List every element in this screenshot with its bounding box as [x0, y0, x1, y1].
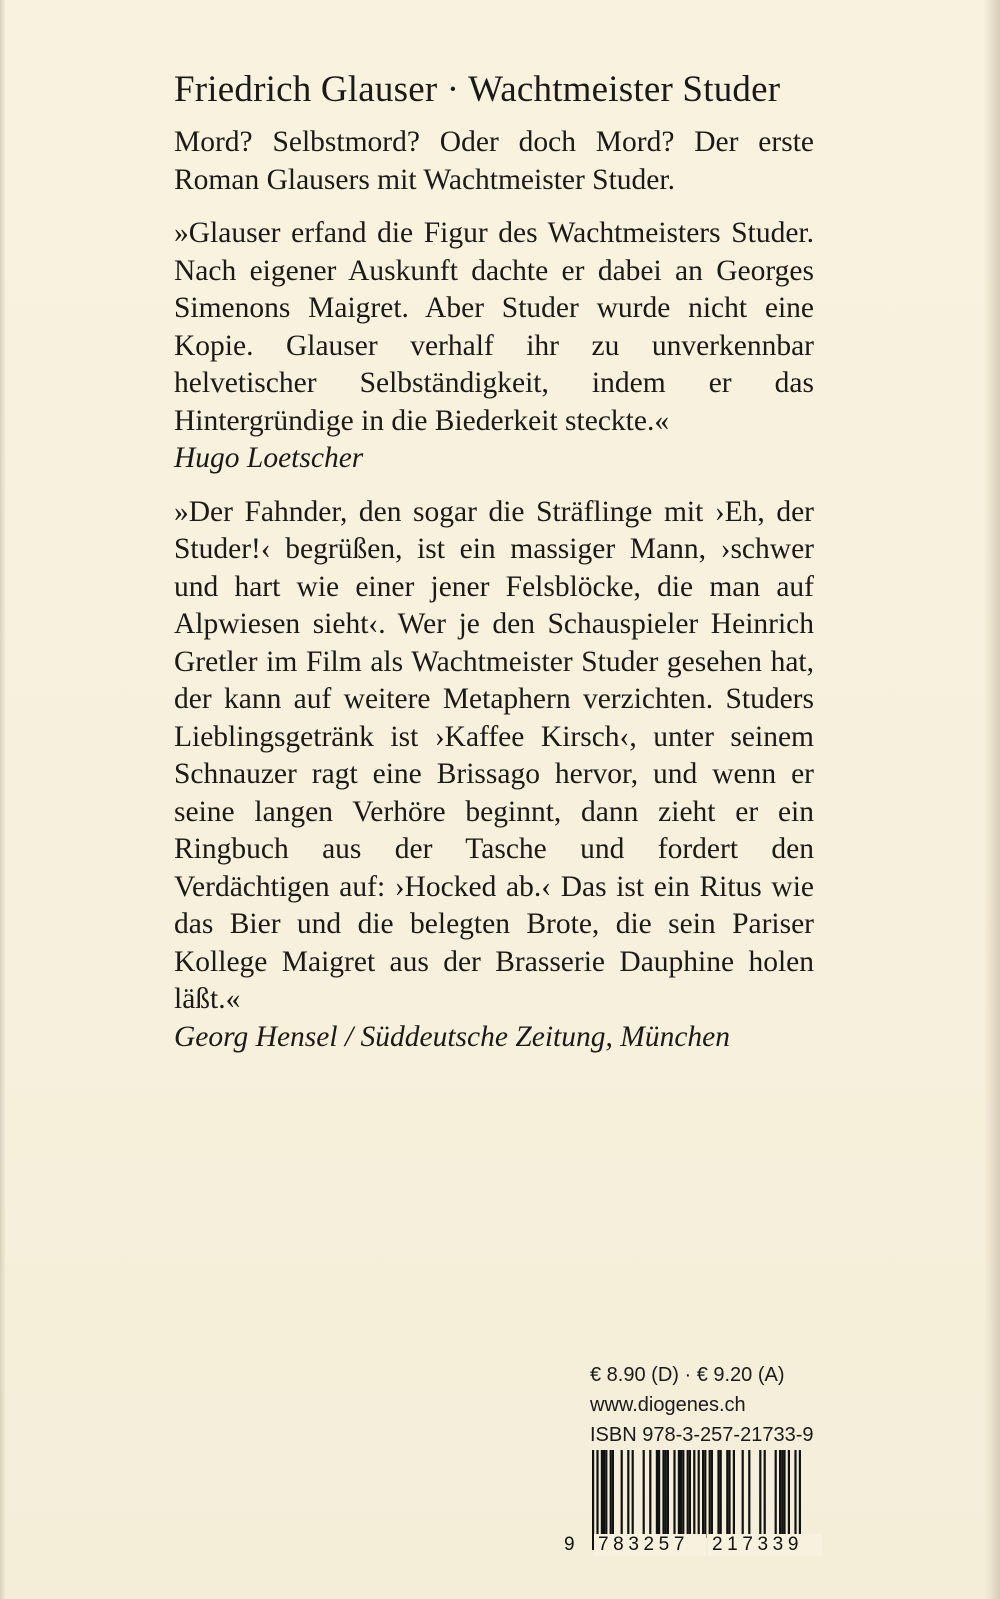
- barcode-bar: [759, 1450, 761, 1538]
- barcode-bar: [667, 1450, 669, 1538]
- barcode-bar: [649, 1450, 651, 1538]
- barcode-bar: [665, 1450, 667, 1538]
- cover-right-edge: [984, 0, 1000, 1599]
- barcode-bar: [711, 1450, 713, 1538]
- barcode-bar: [612, 1450, 614, 1538]
- quote-hensel-attribution: Georg Hensel / Süddeutsche Zeitung, München: [174, 1020, 731, 1053]
- barcode-bar: [689, 1450, 691, 1538]
- barcode-bar: [783, 1450, 785, 1538]
- barcode-bar: [662, 1450, 664, 1538]
- barcode-bar: [687, 1450, 689, 1538]
- barcode-lead-digit: 9: [564, 1534, 575, 1555]
- blurb-column: [174, 66, 814, 1056]
- quote-loetscher-attribution: Hugo Loetscher: [174, 442, 364, 474]
- barcode-bar: [788, 1450, 790, 1538]
- barcode-bar: [779, 1450, 781, 1538]
- barcode-bar: [775, 1450, 777, 1538]
- barcode-bar: [603, 1450, 605, 1538]
- barcode-bar: [610, 1450, 612, 1538]
- barcode-bar: [728, 1450, 730, 1538]
- barcode-bar: [764, 1450, 766, 1538]
- barcode-bar: [601, 1450, 603, 1538]
- barcode-bar: [702, 1450, 704, 1538]
- barcode-bar: [682, 1450, 684, 1538]
- quote-loetscher: »Glauser erfand die Figur des Wachtmeisters Studer. Nach eigener Auskunft dachte er dabei an Georges Simenons Maigret. Aber Studer wurde nicht eine Kopie. Glauser verhalf ihr zu unverkennbar helvetischer Selbständigkeit, indem er das Hintergründige in die Biederkeit steckte.«: [174, 217, 814, 437]
- barcode-bar: [748, 1450, 750, 1538]
- barcode-bar: [726, 1450, 728, 1538]
- cover-left-edge: [0, 0, 6, 1599]
- barcode-bar: [704, 1450, 706, 1538]
- barcode-bar: [678, 1450, 680, 1538]
- barcode-bar: [656, 1450, 658, 1538]
- website-label: www.diogenes.ch: [590, 1394, 746, 1416]
- ean-barcode: [564, 1450, 826, 1554]
- isbn-label: ISBN 978-3-257-21733-9: [590, 1424, 814, 1446]
- barcode-bar: [643, 1450, 645, 1538]
- barcode-bar: [709, 1450, 711, 1538]
- quote-hensel: »Der Fahnder, den sogar die Sträflinge mit ›Eh, der Studer!‹ begrüßen, ist ein massiger Mann, ›schwer und hart wie einer jener Felsblöcke, die man auf Alpwiesen sieht‹. Wer je den Schauspieler Heinrich Gretler im Film als Wachtmeister Studer gesehen hat, der kann auf weitere Metaphern verzichten. Studers Lieblingsgetränk ist ›Kaffee Kirsch‹, unter seinem Schnauzer ragt eine Brissago hervor, und wenn er seine langen Verhöre beginnt, dann zieht er ein Ringbuch aus der Tasche und fordert den Verdächtigen auf: ›Hocked ab.‹ Das ist ein Ritus wie das Bier und die belegten Brote, die sein Pariser Kollege Maigret aus der Brasserie Dauphine holen läßt.«: [174, 495, 814, 1015]
- barcode-bar: [627, 1450, 629, 1538]
- intro-paragraph: Mord? Selbstmord? Oder doch Mord? Der erste Roman Glausers mit Wachtmeister Studer.: [174, 126, 814, 196]
- barcode-bar: [621, 1450, 623, 1538]
- author-title-heading: Friedrich Glauser · Wachtmeister Studer: [174, 69, 781, 110]
- barcode-bar: [605, 1450, 607, 1538]
- barcode-bar: [742, 1450, 744, 1538]
- barcode-bar: [680, 1450, 682, 1538]
- barcode-digits: [564, 1534, 826, 1556]
- barcode-bar: [673, 1450, 675, 1538]
- barcode-bar: [632, 1450, 634, 1538]
- barcode-bar: [733, 1450, 735, 1538]
- barcode-bar: [720, 1450, 722, 1538]
- barcode-bar: [781, 1450, 783, 1538]
- barcode-bar: [717, 1450, 719, 1538]
- barcode-left-digits: 783257: [594, 1534, 706, 1556]
- barcode-right-digits: 217339: [708, 1534, 822, 1556]
- barcode-bar: [658, 1450, 660, 1538]
- publisher-info: [590, 1360, 813, 1450]
- price-label: € 8.90 (D) · € 9.20 (A): [590, 1364, 785, 1386]
